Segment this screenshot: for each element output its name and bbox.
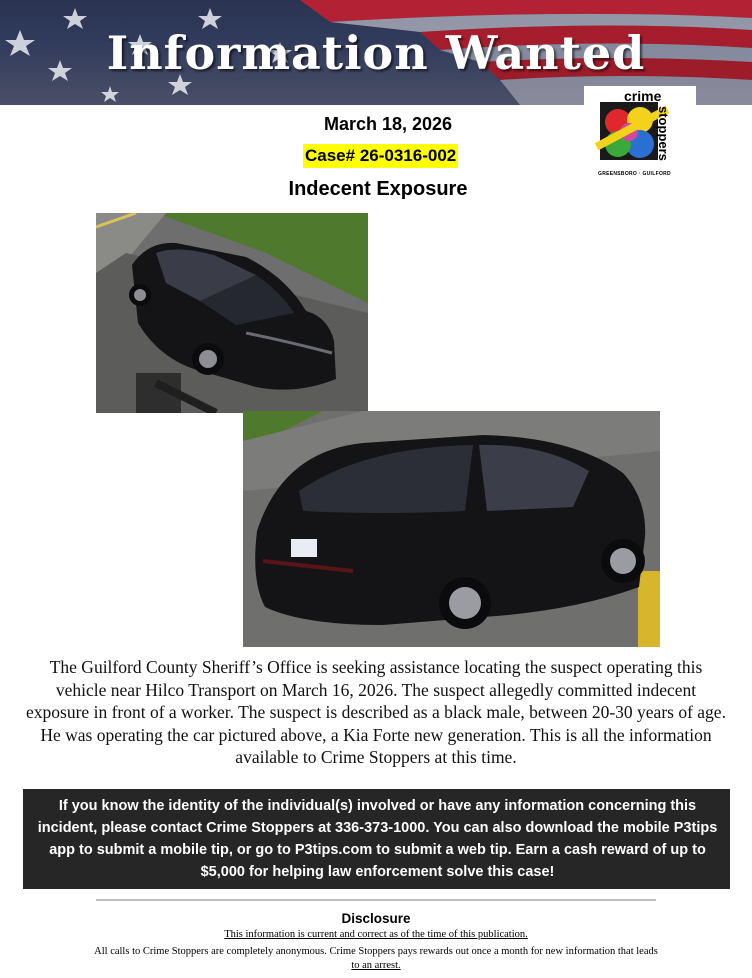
logo-word-stoppers: stoppers bbox=[656, 106, 671, 161]
publication-date: March 18, 2026 bbox=[323, 114, 453, 134]
logo-word-crime: crime bbox=[624, 88, 662, 104]
section-divider bbox=[96, 899, 656, 901]
tip-callout-box bbox=[23, 789, 730, 889]
disclosure-arrest-line: to an arrest. bbox=[351, 960, 401, 971]
disclosure-anonymity-line: All calls to Crime Stoppers are completely anonymous. Crime Stoppers pays rewards out once a month for new information that leads bbox=[94, 946, 658, 957]
vehicle-photo-front bbox=[96, 213, 368, 413]
banner-title: Information Wanted bbox=[106, 26, 646, 80]
case-description: The Guilford County Sheriff’s Office is seeking assistance locating the suspect operating this vehicle near Hilco Transport on March 16, 2026. The suspect allegedly committed indecent exposure in front of a worker. The suspect is described as a black male, between 20-30 years of age. He was operating the car pictured above, a Kia Forte new generation. This is all the information available to Crime Stoppers at this time. bbox=[26, 657, 726, 767]
disclosure-anonymity-note bbox=[30, 945, 722, 973]
disclosure-currency-note: This information is current and correct as of the time of this publication. bbox=[224, 929, 528, 940]
crime-type-heading: Indecent Exposure bbox=[288, 178, 468, 200]
vehicle-photo-rear bbox=[243, 411, 660, 647]
logo-footer: GREENSBORO · GUILFORD bbox=[598, 171, 671, 177]
disclosure-title: Disclosure bbox=[341, 911, 411, 926]
tip-callout-text: If you know the identity of the individual(s) involved or have any information concerning this incident, please contact Crime Stoppers at 336-373-1000. You can also download the mobile P3tips app to submit a mobile tip, or go to P3tips.com to submit a web tip. Earn a cash reward of up to $5,000 for helping law enforcement solve this case! bbox=[37, 798, 718, 880]
case-number: Case# 26-0316-002 bbox=[303, 144, 458, 168]
